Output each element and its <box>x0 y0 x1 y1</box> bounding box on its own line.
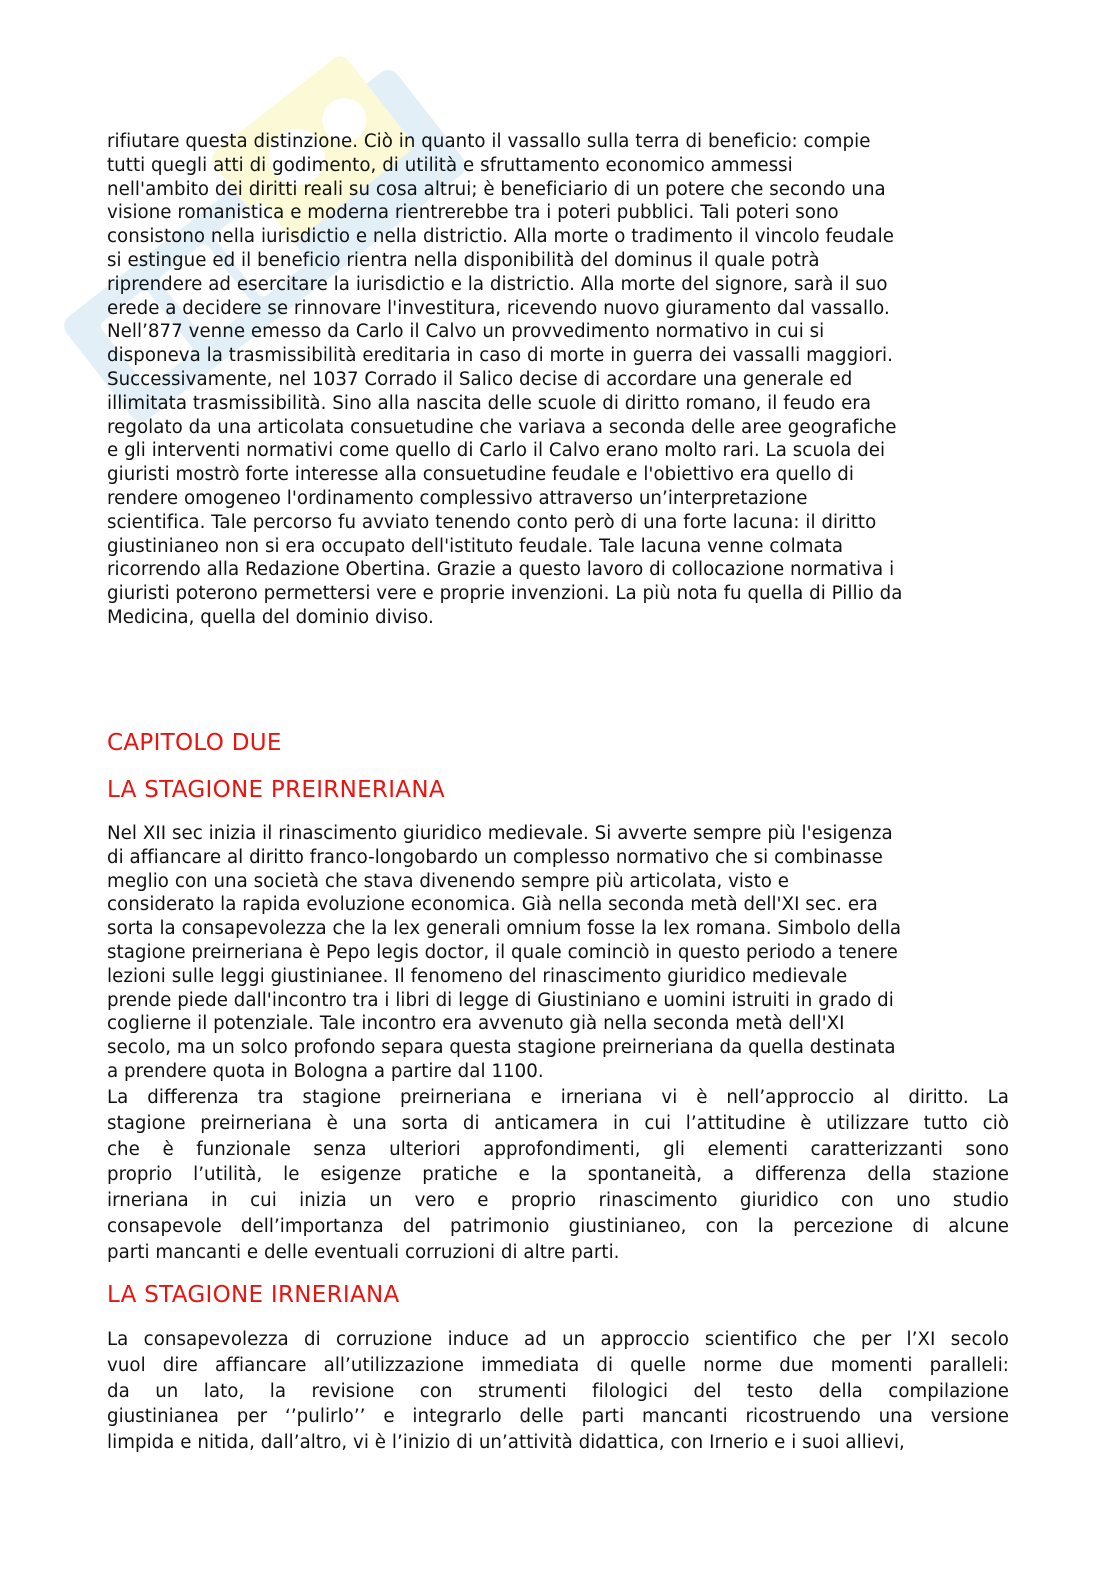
text-line: riprendere ad esercitare la iurisdictio e la districtio. Alla morte del signore, sarà il suo <box>107 273 888 295</box>
text-line: lezioni sulle leggi giustinianee. Il fenomeno del rinascimento giuridico medievale <box>107 965 848 987</box>
text-line: stagione preirneriana è Pepo legis doctor, il quale cominciò in questo periodo a tenere <box>107 941 898 963</box>
text-line: secolo, ma un solco profondo separa questa stagione preirneriana da quella destinata <box>107 1037 896 1059</box>
text-line: a prendere quota in Bologna a partire dal 1100. <box>107 1060 544 1082</box>
text-line: giuristi mostrò forte interesse alla consuetudine feudale e l'obiettivo era quello di <box>107 464 854 486</box>
text-line: La consapevolezza di corruzione induce ad un approccio scientifico che per l’XI secolo <box>107 1329 1009 1350</box>
text-line: disponeva la trasmissibilità ereditaria in caso di morte in guerra dei vassalli maggiori. <box>107 345 893 367</box>
paragraph-feudo <box>107 130 1009 630</box>
text-line: consistono nella iurisdictio e nella districtio. Alla morte o tradimento il vincolo feudale <box>107 226 894 248</box>
text-line: vuol dire affiancare all’utilizzazione immediata di quelle norme due momenti paralleli: <box>107 1354 1009 1376</box>
text-line: si estingue ed il beneficio rientra nella disponibilità del dominus il quale potrà <box>107 249 820 271</box>
text-line: meglio con una società che stava divenendo sempre più articolata, visto e <box>107 870 789 892</box>
text-line: giustinianeo non si era occupato dell'istituto feudale. Tale lacuna venne colmata <box>107 535 844 557</box>
text-line: irneriana in cui inizia un vero e proprio rinascimento giuridico con uno studio <box>107 1190 1009 1212</box>
text-line: stagione preirneriana è una sorta di anticamera in cui l’attitudine è utilizzare tutto ciò <box>107 1112 1009 1134</box>
text-line: giuristi poterono permettersi vere e proprie invenzioni. La più nota fu quella di Pillio da <box>107 583 903 605</box>
text-line: tutti quegli atti di godimento, di utilità e sfruttamento economico ammessi <box>107 154 793 176</box>
text-line: sorta la consapevolezza che la lex generali omnium fosse la lex romana. Simbolo della <box>107 918 902 940</box>
paragraph-rinascimento <box>107 822 1009 1084</box>
text-line: regolato da una articolata consuetudine che variava a seconda delle aree geografiche <box>107 416 897 438</box>
text-line: parti mancanti e delle eventuali corruzioni di altre parti. <box>107 1241 620 1263</box>
text-line: nell'ambito dei diritti reali su cosa altrui; è beneficiario di un potere che secondo una <box>107 178 886 200</box>
text-line: Medicina, quella del dominio diviso. <box>107 606 434 628</box>
section-title-irneriana: LA STAGIONE IRNERIANA <box>107 1282 400 1308</box>
text-line: che è funzionale senza ulteriori approfondimenti, gli elementi caratterizzanti sono <box>107 1138 1009 1160</box>
text-line: erede a decidere se rinnovare l'investitura, ricevendo nuovo giuramento dal vassallo. <box>107 297 890 319</box>
text-line: Nel XII sec inizia il rinascimento giuridico medievale. Si avverte sempre più l'esigenza <box>107 823 893 844</box>
chapter-title: CAPITOLO DUE <box>107 730 282 756</box>
text-line: giustinianea per ‘’pulirlo’’ e integrarlo delle parti mancanti ricostruendo una versione <box>107 1406 1009 1428</box>
text-line: da un lato, la revisione con strumenti filologici del testo della compilazione <box>107 1380 1009 1402</box>
text-line: limpida e nitida, dall’altro, vi è l’inizio di un’attività didattica, con Irnerio e i suoi allievi, <box>107 1432 905 1454</box>
paragraph-consapevolezza <box>107 1327 1009 1456</box>
text-line: coglierne il potenziale. Tale incontro era avvenuto già nella seconda metà dell'XI <box>107 1013 845 1035</box>
text-line: consapevole dell’importanza del patrimonio giustinianeo, con la percezione di alcune <box>107 1215 1009 1237</box>
text-line: ricorrendo alla Redazione Obertina. Grazie a questo lavoro di collocazione normativa i <box>107 559 895 581</box>
text-line: La differenza tra stagione preirneriana e irneriana vi è nell’approccio al diritto. La <box>107 1087 1009 1108</box>
text-line: prende piede dall'incontro tra i libri di legge di Giustiniano e uomini istruiti in grado di <box>107 989 894 1011</box>
section-title-preirneriana: LA STAGIONE PREIRNERIANA <box>107 777 445 803</box>
text-line: di affiancare al diritto franco-longobardo un complesso normativo che si combinasse <box>107 846 883 868</box>
text-line: illimitata trasmissibilità. Sino alla nascita delle scuole di diritto romano, il feudo era <box>107 392 872 414</box>
paragraph-differenza <box>107 1085 1009 1266</box>
text-line: scientifica. Tale percorso fu avviato tenendo conto però di una forte lacuna: il diritto <box>107 511 877 533</box>
text-line: rendere omogeneo l'ordinamento complessivo attraverso un’interpretazione <box>107 487 808 509</box>
text-line: e gli interventi normativi come quello di Carlo il Calvo erano molto rari. La scuola dei <box>107 440 886 462</box>
text-line: rifiutare questa distinzione. Ciò in quanto il vassallo sulla terra di beneficio: compie <box>107 131 871 152</box>
text-line: proprio l’utilità, le esigenze pratiche e la spontaneità, a differenza della stazione <box>107 1164 1009 1186</box>
text-line: visione romanistica e moderna rientrerebbe tra i poteri pubblici. Tali poteri sono <box>107 202 839 224</box>
text-line: considerato la rapida evoluzione economica. Già nella seconda metà dell'XI sec. era <box>107 894 878 916</box>
text-line: Nell’877 venne emesso da Carlo il Calvo un provvedimento normativo in cui si <box>107 321 825 343</box>
text-line: Successivamente, nel 1037 Corrado il Salico decise di accordare una generale ed <box>107 368 853 390</box>
